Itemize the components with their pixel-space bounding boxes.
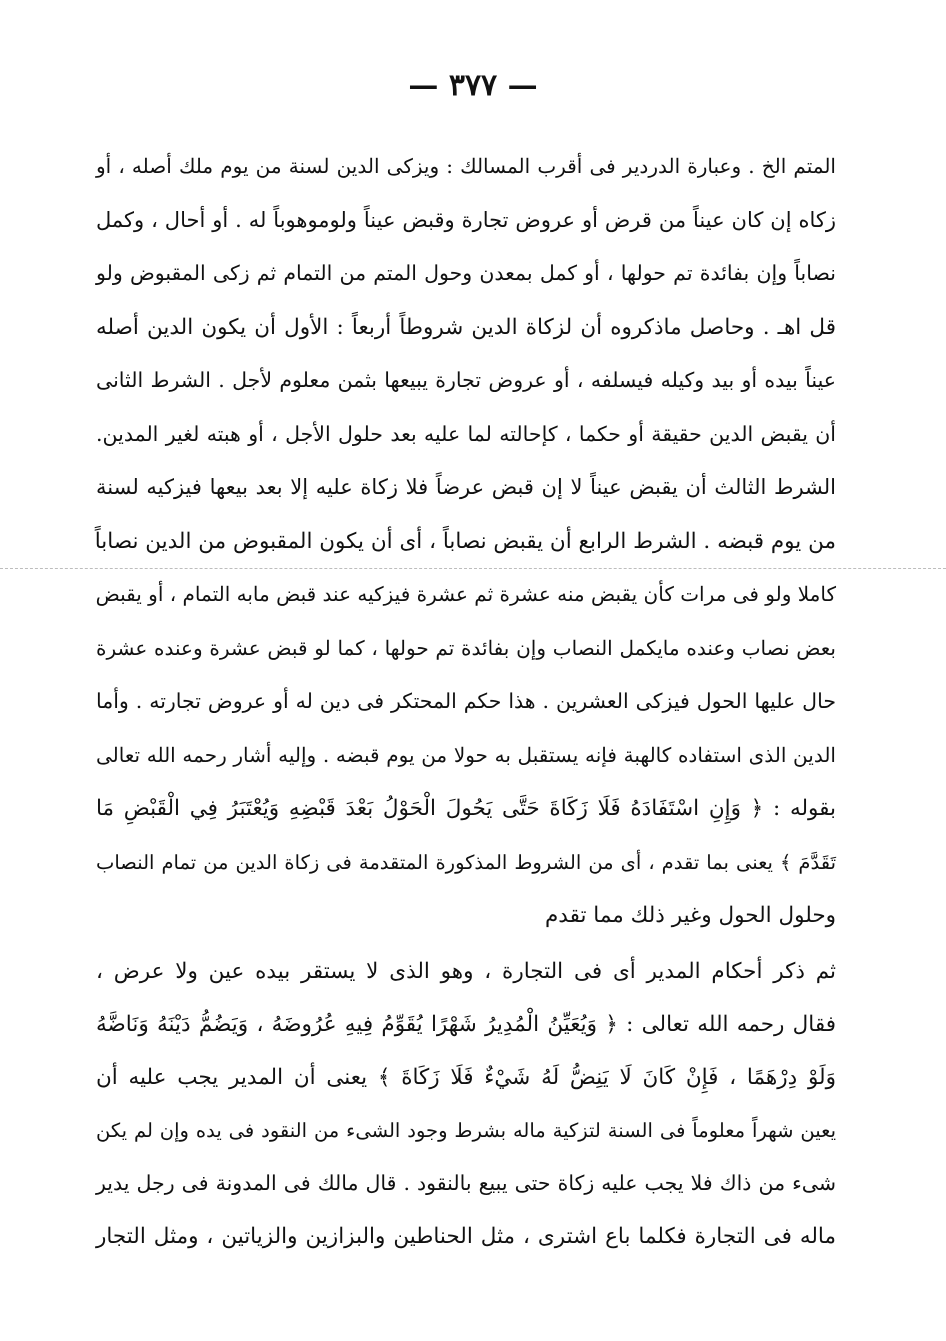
text-line: بقوله : ﴿ وَإِنِ اسْتَفَادَهُ فَلَا زَكَاةَ حَتَّى يَحُولَ الْحَوْلُ بَعْدَ قَبْضِهِ وَيُعْتَبَرُ فِي الْقَبْضِ مَا [96,796,836,821]
text-line: قل اهـ . وحاصل ماذكروه أن لزكاة الدين شروطاً أربعاً : الأول أن يكون الدين أصله [96,314,836,340]
text-line: المتم الخ . وعبارة الدردير فى أقرب المسالك : ويزكى الدين لسنة من يوم ملك أصله ، أو [96,154,836,178]
text-line: عيناً بيده أو بيد وكيله فيسلفه ، أو عروض تجارة يبيعها بثمن معلوم لأجل . الشرط الثانى [96,368,836,392]
text-line: تَقَدَّمَ ﴾ يعنى بما تقدم ، أى من الشروط المذكورة المتقدمة فى زكاة الدين من تمام النصاب [96,850,836,874]
text-line: ماله فى التجارة فكلما باع اشترى ، مثل الحناطين والبزازين والزياتين ، ومثل التجار [96,1224,836,1249]
text-line: وَلَوْ دِرْهَمًا ، فَإِنْ كَانَ لَا يَنِضُّ لَهُ شَيْءٌ فَلَا زَكَاةَ ﴾ يعنى أن المدير يجب عليه أن [96,1065,836,1090]
text-line: من يوم قبضه . الشرط الرابع أن يقبض نصاباً ، أى أن يكون المقبوض من الدين نصاباً [94,528,836,554]
text-line: ثم ذكر أحكام المدير أى فى التجارة ، وهو الذى لا يستقر بيده عين ولا عرض ، [96,959,836,984]
paragraph-1 [96,140,836,943]
text-line: يعين شهراً معلوماً فى السنة لتزكية ماله بشرط وجود الشىء من النقود فى يده وإن لم يكن [96,1119,836,1142]
text-line: بعض نصاب وعنده مايكمل النصاب وإن بفائدة تم حولها ، كما لو قبض عشرة وعنده عشرة [96,635,836,660]
text-line: شىء من ذاك فلا يجب عليه زكاة حتى يبيع بالنقود . قال مالك فى المدونة فى رجل يدير [96,1171,836,1195]
text-line: الشرط الثالث أن يقبض عيناً لا إن قبض عرضاً فلا زكاة عليه إلا بعد بيعها فيزكيه لسنة [96,475,836,499]
text-line: نصاباً وإن بفائدة تم حولها ، أو كمل بمعدن وحول المتم من التمام ثم زكى المقبوض ولو [96,261,836,285]
text-line: حال عليها الحول فيزكى العشرين . هذا حكم المحتكر فى دين له أو عروض تجارته . وأما [96,689,836,713]
paragraph-2 [96,945,836,1263]
text-line: أن يقبض الدين حقيقة أو حكما ، كإحالته لما عليه بعد حلول الأجل ، أو هبته لغير المدين. [96,421,836,446]
page-number: — ٣٧٧ — [408,68,538,103]
text-line: زكاه إن كان عيناً من قرض أو عروض تجارة وقبض عيناً ولوموهوباً له . أو أحال ، وكمل [96,207,836,232]
text-line: وحلول الحول وغير ذلك مما تقدم [545,903,836,928]
text-line: كاملا ولو فى مرات كأن يقبض منه عشرة ثم عشرة فيزكيه عند قبض مابه التمام ، أو يقبض [95,582,836,606]
text-line: فقال رحمه الله تعالى : ﴿ وَيُعَيِّنُ الْمُدِيرُ شَهْرًا يُقَوِّمُ فِيهِ عُرُوضَهُ ، وَيَضُمُّ دَيْنَهُ وَنَاضَّهُ [96,1012,836,1037]
text-line: الدين الذى استفاده كالهبة فإنه يستقبل به حولا من يوم قبضه . وإليه أشار رحمه الله تعالى [96,742,836,767]
